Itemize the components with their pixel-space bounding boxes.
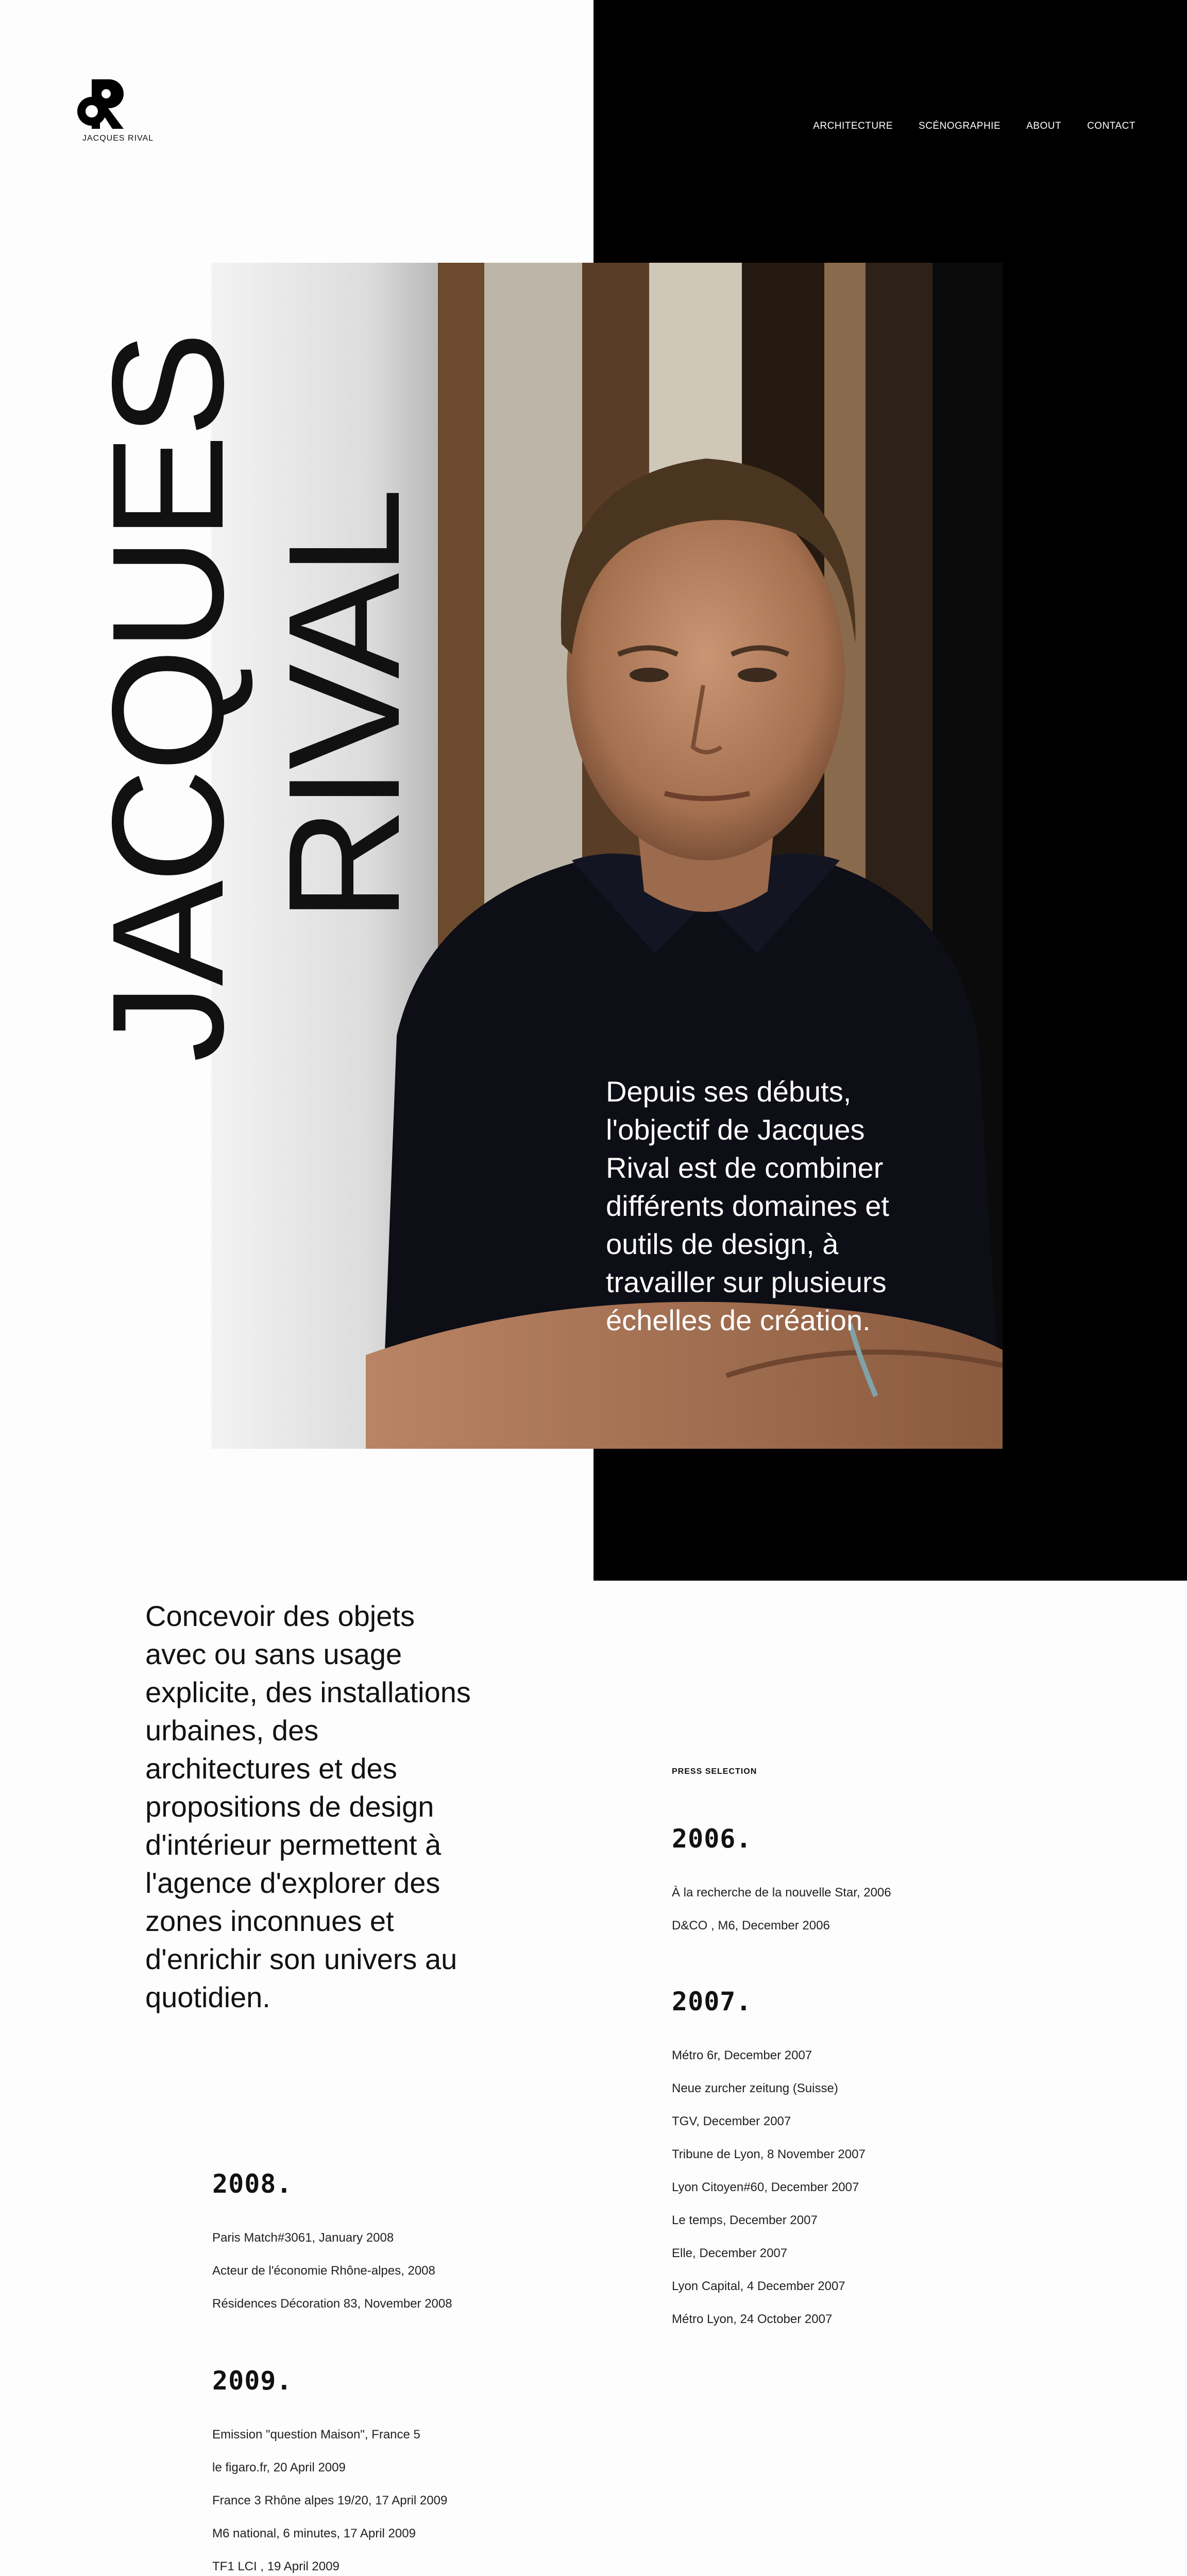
press-item: Métro 6r, December 2007 xyxy=(672,2048,812,2062)
press-list xyxy=(672,2039,866,2336)
press-item: France 3 Rhône alpes 19/20, 17 April 2009 xyxy=(212,2494,448,2507)
press-item: Résidences Décoration 83, November 2008 xyxy=(212,2297,452,2311)
logo-mark-icon xyxy=(76,77,133,134)
logo[interactable] xyxy=(76,77,159,143)
press-year: 2008. xyxy=(212,2169,293,2199)
press-item: À la recherche de la nouvelle Star, 2006 xyxy=(672,1886,891,1900)
press-item: Lyon Citoyen#60, December 2007 xyxy=(672,2180,859,2194)
press-item: le figaro.fr, 20 April 2009 xyxy=(212,2461,346,2475)
nav-contact[interactable]: CONTACT xyxy=(1087,121,1135,131)
press-item: M6 national, 6 minutes, 17 April 2009 xyxy=(212,2527,416,2540)
press-group-2006 xyxy=(672,1824,891,1942)
press-list xyxy=(212,2222,452,2320)
press-item: Emission "question Maison", France 5 xyxy=(212,2428,420,2442)
press-item: TF1 LCI , 19 April 2009 xyxy=(212,2560,340,2573)
press-item: Métro Lyon, 24 October 2007 xyxy=(672,2312,833,2326)
hero-name-second: RIVAL xyxy=(256,490,433,922)
lead-paragraph: Concevoir des objets avec ou sans usage explicite, des installations urbaines, des architectures et des propositions de design d'intérieur permettent à l'agence d'explorer des zones inconnues et d'enrichir son univers au quotidien. xyxy=(145,1600,471,2013)
hero-intro: Depuis ses débuts, l'objectif de Jacques Rival est de combiner différents domaines et outils de design, à travailler sur plusieurs échelles de création. xyxy=(606,1075,889,1336)
logo-text: JACQUES RIVAL xyxy=(82,134,154,143)
press-year: 2009. xyxy=(212,2366,293,2396)
nav-scenographie[interactable]: SCÉNOGRAPHIE xyxy=(919,121,1001,131)
press-list xyxy=(672,1876,891,1942)
press-item: Le temps, December 2007 xyxy=(672,2213,818,2227)
press-item: Acteur de l'économie Rhône-alpes, 2008 xyxy=(212,2264,435,2278)
press-item: Lyon Capital, 4 December 2007 xyxy=(672,2279,845,2293)
press-item: Elle, December 2007 xyxy=(672,2246,788,2260)
press-item: Tribune de Lyon, 8 November 2007 xyxy=(672,2147,866,2161)
press-item: Neue zurcher zeitung (Suisse) xyxy=(672,2081,838,2095)
press-year: 2007. xyxy=(672,1987,752,2016)
press-label: PRESS SELECTION xyxy=(672,1767,757,1776)
press-year: 2006. xyxy=(672,1824,752,1854)
press-group-2009 xyxy=(212,2366,447,2576)
press-group-2008 xyxy=(212,2169,452,2320)
press-item: D&CO , M6, December 2006 xyxy=(672,1919,830,1933)
press-group-2007 xyxy=(672,1987,866,2336)
main-nav xyxy=(813,121,1135,132)
press-item: Paris Match#3061, January 2008 xyxy=(212,2231,394,2245)
nav-architecture[interactable]: ARCHITECTURE xyxy=(813,121,893,131)
press-list xyxy=(212,2418,447,2576)
hero-name-first: JACQUES xyxy=(79,334,257,1062)
nav-about[interactable]: ABOUT xyxy=(1026,121,1062,131)
press-item: TGV, December 2007 xyxy=(672,2114,791,2128)
